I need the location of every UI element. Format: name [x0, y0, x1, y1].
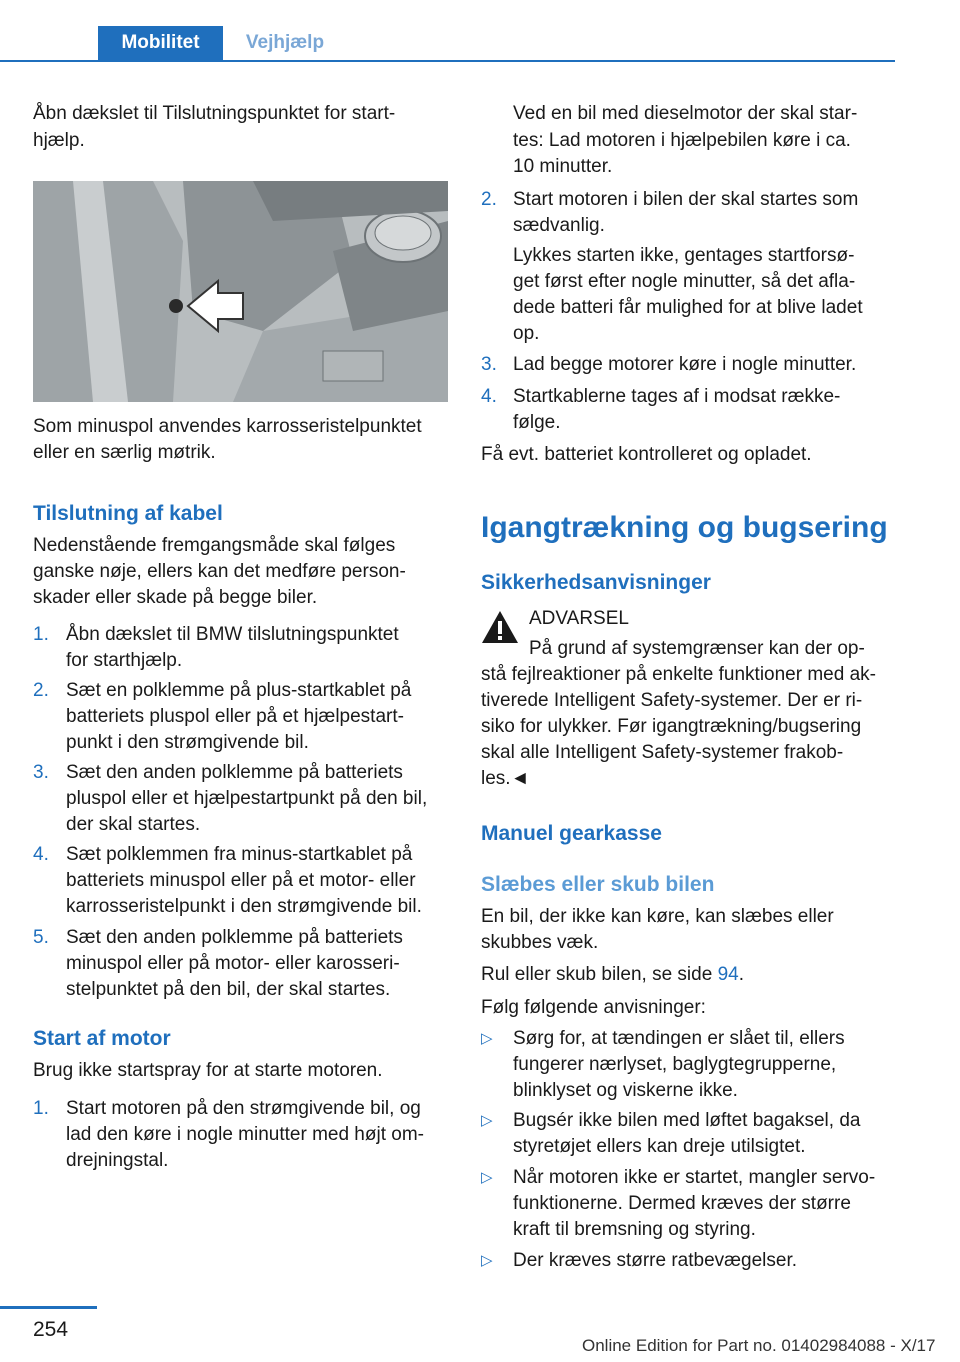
step-text: sædvanlig.	[513, 215, 605, 236]
step-text: batteriets pluspol eller på et hjælpestart-	[66, 706, 404, 727]
warning-title: ADVARSEL	[529, 608, 629, 629]
bullet-triangle-icon: ▷	[481, 1030, 493, 1047]
bullet-text: Når motoren ikke er startet, mangler servo-	[513, 1167, 876, 1188]
step-number: 5.	[33, 927, 49, 948]
intro-line-1: Åbn dækslet til Tilslutningspunktet for start-	[33, 103, 396, 124]
heading-manuel-gearkasse: Manuel gearkasse	[481, 822, 662, 845]
step-number: 2.	[33, 680, 49, 701]
heading-igangtraekning: Igangtrækning og bugsering	[481, 511, 888, 544]
step-text: Åbn dækslet til BMW tilslutningspunktet	[66, 624, 399, 645]
engine-bay-illustration	[33, 181, 448, 402]
intro-line-2: hjælp.	[33, 130, 85, 151]
follow-text: Følg følgende anvisninger:	[481, 997, 706, 1018]
step-extra: Lykkes starten ikke, gentages startforsø-	[513, 245, 855, 266]
section1-body-2: ganske nøje, ellers kan det medføre person-	[33, 561, 406, 582]
engine-bay-figure	[33, 181, 448, 402]
step-number: 1.	[33, 1098, 49, 1119]
roll-suffix: .	[738, 964, 744, 985]
warning-line: siko for ulykker. Før igangtrækning/bugsering	[481, 716, 862, 737]
step-text: Startkablerne tages af i modsat række-	[513, 386, 841, 407]
bullet-text: Der kræves større ratbevægelser.	[513, 1250, 798, 1271]
step-number: 4.	[33, 844, 49, 865]
step-text: punkt i den strømgivende bil.	[66, 732, 309, 753]
page-number: 254	[33, 1318, 69, 1341]
step-text: der skal startes.	[66, 814, 201, 835]
step-text: Sæt en polklemme på plus-startkablet på	[66, 680, 412, 701]
bullet-triangle-icon: ▷	[481, 1169, 493, 1186]
section1-body-1: Nedenstående fremgangsmåde skal følges	[33, 535, 396, 556]
step-number: 4.	[481, 386, 497, 407]
warning-line: les.◄	[481, 768, 530, 789]
step-text: Sæt den anden polklemme på batteriets	[66, 927, 403, 948]
step-text: Sæt den anden polklemme på batteriets	[66, 762, 403, 783]
bullet-text: funktionerne. Dermed kræves der større	[513, 1193, 851, 1214]
heading-slaebes: Slæbes eller skub bilen	[481, 873, 715, 896]
step-text: batteriets minuspol eller på et motor- eller	[66, 870, 416, 891]
warning-line: skal alle Intelligent Safety-systemer frakob-	[481, 742, 844, 763]
roll-prefix: Rul eller skub bilen, se side	[481, 964, 718, 985]
step-text: Lad begge motorer køre i nogle minutter.	[513, 354, 857, 375]
warning-icon	[481, 610, 519, 644]
step-extra: dede batteri får mulighed for at blive ladet	[513, 297, 863, 318]
bullet-text: styretøjet ellers kan dreje utilsigtet.	[513, 1136, 806, 1157]
step-text: stelpunktet på den bil, der skal startes.	[66, 979, 391, 1000]
heading-sikkerhed: Sikkerhedsanvisninger	[481, 571, 711, 594]
cont-line: Ved en bil med dieselmotor der skal star-	[513, 103, 858, 124]
cont-line: 10 minutter.	[513, 156, 613, 177]
step-number: 2.	[481, 189, 497, 210]
bullet-text: Bugsér ikke bilen med løftet bagaksel, da	[513, 1110, 861, 1131]
cont-line: tes: Lad motoren i hjælpebilen køre i ca.	[513, 130, 851, 151]
step-number: 3.	[481, 354, 497, 375]
bullet-text: blinklyset og viskerne ikke.	[513, 1080, 738, 1101]
step-number: 1.	[33, 624, 49, 645]
heading-tilslutning: Tilslutning af kabel	[33, 502, 223, 525]
heading-start-af-motor: Start af motor	[33, 1027, 171, 1050]
step-text: Start motoren i bilen der skal startes som	[513, 189, 859, 210]
step-text: for starthjælp.	[66, 650, 183, 671]
step-extra: op.	[513, 323, 540, 344]
bullet-text: kraft til bremsning og styring.	[513, 1219, 756, 1240]
tab-vejhjaelp[interactable]: Vejhjælp	[223, 26, 347, 60]
bullet-text: fungerer nærlyset, baglygtegrupperne,	[513, 1054, 837, 1075]
warning-line: stå fejlreaktioner på enkelte funktioner med ak-	[481, 664, 876, 685]
bullet-triangle-icon: ▷	[481, 1112, 493, 1129]
edition-text: Online Edition for Part no. 01402984088 - X/17	[582, 1336, 936, 1355]
step-text: minuspol eller på motor- eller karosseri-	[66, 953, 400, 974]
footer-rule	[0, 1306, 97, 1309]
step-text: drejningstal.	[66, 1150, 169, 1171]
page-link-94[interactable]: 94	[717, 964, 739, 985]
step-text: følge.	[513, 412, 561, 433]
step-number: 3.	[33, 762, 49, 783]
step-text: karrosseristelpunkt i den strømgivende bil.	[66, 896, 422, 917]
step-text: Sæt polklemmen fra minus-startkablet på	[66, 844, 413, 865]
caption-line-1: Som minuspol anvendes karrosseristelpunktet	[33, 416, 422, 437]
step-text: Start motoren på den strømgivende bil, og	[66, 1098, 421, 1119]
warning-line: tiverede Intelligent Safety-systemer. Der er ri-	[481, 690, 863, 711]
roll-reference	[481, 962, 744, 988]
section2-body: Brug ikke startspray for at starte motoren.	[33, 1060, 383, 1081]
bullet-text: Sørg for, at tændingen er slået til, ellers	[513, 1028, 845, 1049]
step-text: pluspol eller et hjælpestartpunkt på den bil,	[66, 788, 428, 809]
tab-mobilitet[interactable]: Mobilitet	[98, 26, 223, 60]
warning-line: På grund af systemgrænser kan der op-	[529, 638, 865, 659]
after-steps: Få evt. batteriet kontrolleret og opladet.	[481, 444, 812, 465]
step-extra: get først efter nogle minutter, så det afla-	[513, 271, 856, 292]
step-text: lad den køre i nogle minutter med højt om-	[66, 1124, 424, 1145]
header-rule	[0, 60, 895, 62]
section1-body-3: skader eller skade på begge biler.	[33, 587, 318, 608]
header-tabbar	[0, 26, 895, 62]
caption-line-2: eller en særlig møtrik.	[33, 442, 216, 463]
tow-body: skubbes væk.	[481, 932, 599, 953]
tow-body: En bil, der ikke kan køre, kan slæbes eller	[481, 906, 834, 927]
bullet-triangle-icon: ▷	[481, 1252, 493, 1269]
